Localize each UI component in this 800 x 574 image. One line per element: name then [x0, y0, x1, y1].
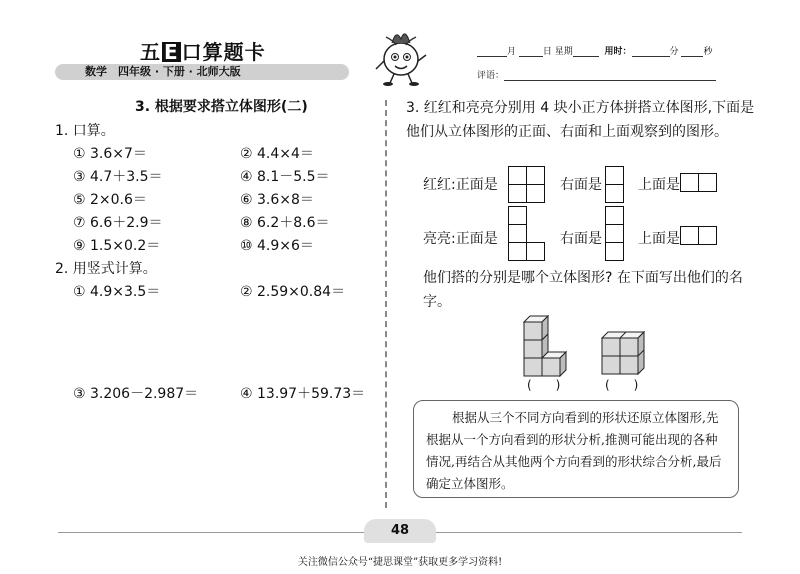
q2-label: 2. 用竖式计算。 — [55, 261, 157, 277]
hh-front-label: 红红:正面是 — [423, 177, 498, 193]
month-label: 月 — [507, 47, 517, 57]
oral-item: ⑩ 4.9×6＝ — [240, 238, 314, 254]
brand-suffix: 口算题卡 — [181, 40, 266, 64]
hh-front-view — [508, 166, 546, 204]
section-title: 3. 根据要求搭立体图形(二) — [135, 99, 308, 115]
oral-item: ⑨ 1.5×0.2＝ — [73, 238, 161, 254]
time-label: 用时： — [604, 47, 632, 57]
brand-e: E — [164, 40, 179, 64]
review-blank[interactable] — [504, 70, 716, 81]
footer-note: 关注微信公众号“捷思课堂”获取更多学习资料! — [297, 557, 503, 568]
vertical-item: ④ 13.97＋59.73＝ — [240, 386, 366, 402]
vertical-item: ① 4.9×3.5＝ — [73, 284, 161, 300]
date-line — [477, 44, 712, 57]
q1-label: 1. 口算。 — [55, 123, 115, 139]
hh-right-view — [605, 166, 624, 204]
ll-right-label: 右面是 — [560, 231, 602, 247]
day-label: 日 — [542, 47, 552, 57]
review-label: 评语： — [477, 71, 505, 81]
brand-title — [140, 36, 266, 65]
tip-text: 根据从三个不同方向看到的形状还原立体图形,先根据从一个方向看到的形状分析,推测可能出现的各种情况,再结合从其他两个方向看到的形状综合分析,最后确定立体图形。 — [426, 410, 722, 491]
column-divider — [385, 100, 387, 508]
brand-prefix: 五 — [140, 40, 161, 64]
mascot-icon — [372, 25, 430, 87]
figure-a — [520, 312, 576, 378]
hh-top-label: 上面是 — [638, 177, 680, 193]
day-blank[interactable] — [519, 46, 543, 57]
subject-text: 数学 四年级 · 下册 · 北师大版 — [85, 65, 241, 78]
oral-item: ④ 8.1－5.5＝ — [240, 169, 330, 185]
second-blank[interactable] — [681, 46, 703, 57]
oral-item: ⑤ 2×0.6＝ — [73, 192, 147, 208]
oral-item: ⑦ 6.6＋2.9＝ — [73, 215, 163, 231]
ll-top-label: 上面是 — [638, 231, 680, 247]
ll-top-view — [680, 226, 718, 245]
ll-front-view — [508, 206, 546, 262]
review-line — [477, 68, 716, 81]
month-blank[interactable] — [477, 46, 507, 57]
tip-box — [413, 400, 739, 498]
ll-front-label: 亮亮:正面是 — [423, 231, 498, 247]
hh-top-view — [680, 173, 718, 192]
answer-b[interactable]: ( ) — [605, 378, 639, 392]
q3-text: 3. 红红和亮亮分别用 4 块小正方体拼搭立体图形,下面是他们从立体图形的正面、右面和上面观察到的图形。 — [406, 100, 755, 140]
minute-blank[interactable] — [632, 46, 670, 57]
subject-bar — [55, 64, 349, 80]
hh-right-label: 右面是 — [560, 177, 602, 193]
oral-item: ⑧ 6.2＋8.6＝ — [240, 215, 330, 231]
oral-item: ③ 4.7＋3.5＝ — [73, 169, 163, 185]
oral-item: ② 4.4×4＝ — [240, 146, 314, 162]
oral-item: ① 3.6×7＝ — [73, 146, 147, 162]
page-number: 48 — [364, 519, 436, 543]
weekday-blank[interactable] — [573, 46, 599, 57]
ask-text: 他们搭的分别是哪个立体图形? 在下面写出他们的名字。 — [423, 270, 743, 310]
ll-right-view — [605, 206, 624, 262]
oral-item: ⑥ 3.6×8＝ — [240, 192, 314, 208]
answer-a[interactable]: ( ) — [527, 378, 561, 392]
figure-b — [598, 328, 646, 378]
vertical-item: ② 2.59×0.84＝ — [240, 284, 346, 300]
second-label: 秒 — [703, 47, 713, 57]
vertical-item: ③ 3.206－2.987＝ — [73, 386, 199, 402]
weekday-label: 星期 — [554, 47, 573, 57]
minute-label: 分 — [669, 47, 679, 57]
